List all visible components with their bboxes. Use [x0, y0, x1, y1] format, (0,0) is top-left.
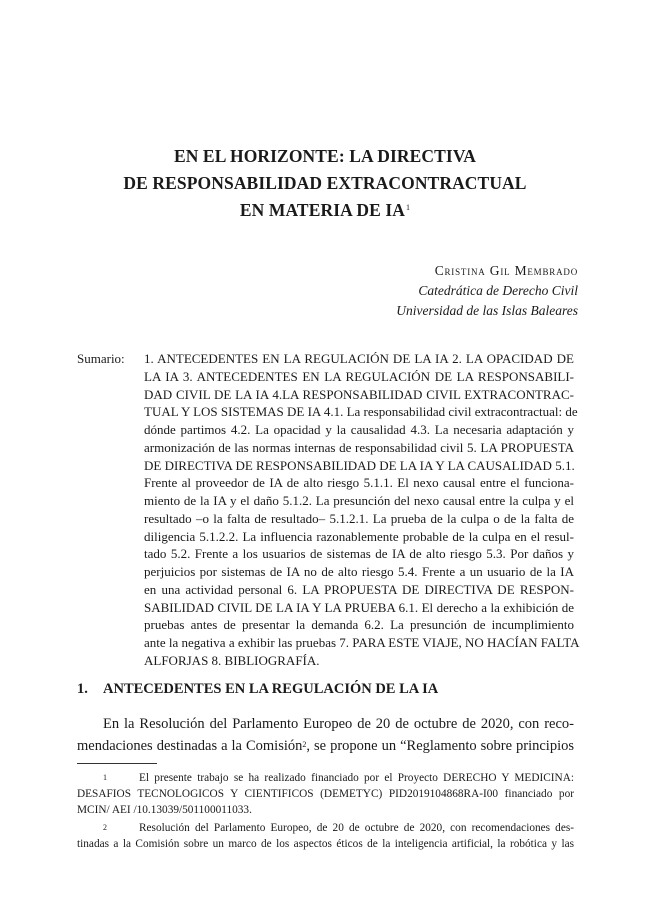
sumario-line: diligencia 5.1.2.2. La influencia razonablemente probable de la culpa en el resul- [144, 528, 574, 544]
footnote-2-line: tinadas a la Comisión sobre un marco de los aspectos éticos de la inteligencia artificial, la robótica y las [77, 837, 574, 850]
sumario-line: perjuicios por sistemas de IA no de alto riesgo 5.4. Frente a un usuario de la IA [144, 564, 574, 579]
sumario-line: DE DIRECTIVA DE RESPONSABILIDAD DE LA IA Y LA CAUSALIDAD 5.1. [144, 457, 575, 473]
sumario-line: TUAL Y LOS SISTEMAS DE IA 4.1. La responsabilidad civil extracontractual: de [144, 404, 578, 420]
sumario-line: en una actividad personal 6. LA PROPUESTA DE DIRECTIVA DE RESPON- [144, 581, 574, 597]
section-1-body [77, 714, 574, 757]
footnote-divider [77, 763, 157, 764]
sumario-line: ALFORJAS 8. BIBLIOGRAFÍA. [144, 652, 320, 668]
sumario-line: DAD CIVIL DE LA IA 4.LA RESPONSABILIDAD CIVIL EXTRACONTRAC- [144, 386, 574, 402]
sumario-line: 1. ANTECEDENTES EN LA REGULACIÓN DE LA IA 2. LA OPACIDAD DE [144, 351, 574, 366]
footnote-1-line: 1 El presente trabajo se ha realizado financiado por el Proyecto DERECHO Y MEDICINA: [103, 772, 574, 784]
section-1-number: 1. [77, 681, 88, 697]
title-line-1: EN EL HORIZONTE: LA DIRECTIVA [173, 146, 477, 166]
footnote-ref-2[interactable]: 2 [302, 739, 307, 749]
sumario-line: LA IA 3. ANTECEDENTES EN LA REGULACIÓN DE LA RESPONSABILI- [144, 368, 574, 384]
author-position: Catedrática de Derecho Civil [418, 283, 578, 298]
sumario-line: miento de la IA y el daño 5.1.2. La presunción del nexo causal entre la culpa y el [144, 493, 574, 508]
footnote-2-line: 2 Resolución del Parlamento Europeo, de 20 de octubre de 2020, con recomendaciones des- [103, 821, 574, 834]
sumario-label: Sumario: [77, 351, 125, 366]
sumario-line: dónde partimos 4.2. La opacidad y la causalidad 4.3. La necesaria adaptación y [144, 422, 574, 437]
body-line: En la Resolución del Parlamento Europeo de 20 de octubre de 2020, con reco- [103, 716, 574, 732]
footnotes [77, 771, 574, 853]
title-line-2: DE RESPONSABILIDAD EXTRACONTRACTUAL [123, 173, 527, 193]
footnote-1-mark: 1 [103, 773, 107, 782]
section-1-title: ANTECEDENTES EN LA REGULACIÓN DE LA IA [103, 681, 439, 697]
sumario-line: Frente al proveedor de IA de alto riesgo 5.1.1. El nexo causal entre el funciona- [144, 475, 574, 491]
sumario-line: pruebas antes de presentar la demanda 6.2. La presunción de incumplimiento [144, 617, 574, 633]
footnote-1-line: MCIN/ AEI /10.13039/501100011033. [77, 803, 252, 816]
footnote-2-mark: 2 [103, 822, 107, 832]
sumario-line: tado 5.2. Frente a los usuarios de sistemas de IA de alto riesgo 5.3. Por daños y [144, 546, 574, 562]
sumario-text [144, 350, 580, 670]
sumario-line: ante la negativa a exhibir las pruebas 7. PARA ESTE VIAJE, NO HACÍAN FALTA [144, 635, 580, 650]
article-title [60, 143, 590, 224]
title-line-3: EN MATERIA DE IA [239, 200, 405, 220]
sumario-line: SABILIDAD CIVIL DE LA IA Y LA PRUEBA 6.1. El derecho a la exhibición de [144, 599, 574, 615]
author-institution: Universidad de las Islas Baleares [396, 303, 578, 318]
author-block [396, 261, 578, 321]
body-line: mendaciones destinadas a la Comisión$^2$, se propone un “Reglamento sobre principios [77, 737, 574, 754]
sumario-line: armonización de las normas internas de responsabilidad civil 5. LA PROPUESTA [144, 439, 574, 455]
sumario-line: resultado –o la falta de resultado– 5.1.2.1. La prueba de la culpa o de la falta de [144, 510, 574, 526]
author-name: Cristina Gil Membrado [434, 263, 578, 278]
section-1-heading [77, 681, 438, 698]
footnote-1-line: DESAFIOS TECNOLOGICOS Y CIENTIFICOS (DEMETYC) PID2019104868RA-I00 financiado por [77, 787, 574, 800]
title-footnote-ref[interactable]: 1 [406, 203, 411, 212]
